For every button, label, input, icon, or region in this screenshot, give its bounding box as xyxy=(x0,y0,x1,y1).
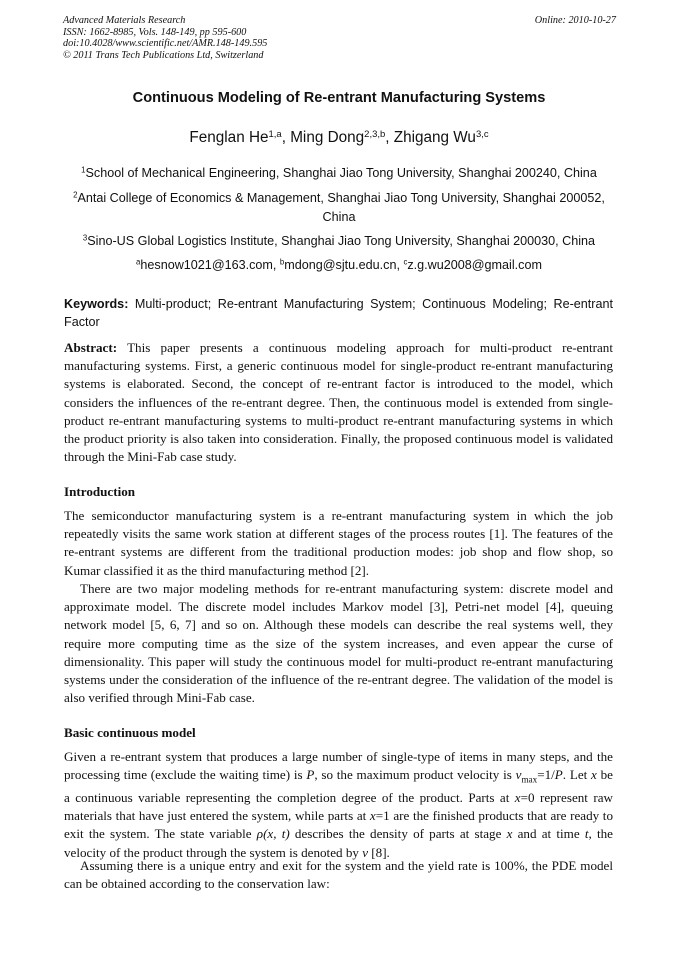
author-name: Ming Dong xyxy=(290,129,365,146)
author-affiliation-mark: 2,3,b xyxy=(364,128,386,140)
text-run: . Let xyxy=(562,767,592,783)
doi: doi:10.4028/www.scientific.net/AMR.148-149.595 xyxy=(63,38,268,50)
math-subscript: max xyxy=(521,774,538,785)
abstract xyxy=(64,339,613,466)
abstract-text: This paper presents a continuous modeling approach for multi-product re-entrant manufacturing systems. First, a generic continuous model for single-product re-entrant manufacturing systems is elaborated. Second, the concept of re-entrant factor is introduced to the model, which considers the influences of the re-entrant degree. Then, the continuous model is extended from single-product re-entrant manufacturing systems to multi-product re-entrant manufacturing systems in which the product priority is also taken into consideration. Finally, the proposed continuous model is validated through the Mini-Fab case study. xyxy=(64,340,613,465)
math-symbol: P xyxy=(554,767,563,783)
affiliation-number: 2 xyxy=(73,190,78,200)
author-affiliation-mark: 1,a xyxy=(268,128,282,140)
affiliation-3 xyxy=(65,232,613,251)
keywords-text: Multi-product; Re-entrant Manufacturing System; Continuous Modeling; Re-entrant Factor xyxy=(64,297,613,329)
math-symbol: x xyxy=(514,790,521,806)
paper-title: Continuous Modeling of Re-entrant Manufacturing Systems xyxy=(132,90,546,106)
text-run: , the velocity of the product through the system is denoted by xyxy=(64,826,613,860)
math-symbol: P xyxy=(306,767,315,783)
author-affiliation-mark: 3,c xyxy=(475,128,489,140)
math-symbol: x xyxy=(506,826,513,842)
affiliation-number: 1 xyxy=(81,165,86,175)
email-address[interactable]: hesnow1021@163.com xyxy=(140,258,273,272)
basic-model-paragraph-2: Assuming there is a unique entry and exit for the system and the yield rate is 100%, the PDE model can be obtained according to the conservation law: xyxy=(64,858,613,892)
text-run: be a continuous variable representing the completion degree of the product. Parts at xyxy=(64,767,613,806)
author-list: Fenglan He$^{1,a}$, Ming Dong$^{2,3,b}$, Zhigang Wu$^{3,c}$ xyxy=(189,128,489,146)
affiliation-text: School of Mechanical Engineering, Shanghai Jiao Tong University, Shanghai 200240, China xyxy=(85,166,597,180)
affiliation-2 xyxy=(65,189,613,227)
text-run: =1 are the finished products that are ready to exit the system. The state variable xyxy=(64,808,613,842)
text-run: Given a re-entrant system that produces a large number of single-type of items in many steps, and the processing time (exclude the waiting time) is xyxy=(64,749,613,783)
text-run: =1/ xyxy=(537,767,555,783)
text-run: =0 represent raw materials that have just entered the system, while parts at xyxy=(64,790,613,824)
math-symbol: x xyxy=(591,767,597,783)
affiliation-number: 3 xyxy=(82,233,88,243)
text-run: [8]. xyxy=(368,844,390,860)
email-mark: b xyxy=(279,257,285,267)
journal-name: Advanced Materials Research xyxy=(63,15,186,26)
journal-header xyxy=(63,15,616,61)
text-run: , so the maximum product velocity is xyxy=(314,767,516,783)
email-address[interactable]: mdong@sjtu.edu.cn xyxy=(284,258,397,272)
math-symbol: v xyxy=(362,844,369,860)
section-heading-basic-model: Basic continuous model xyxy=(64,725,196,740)
online-date: Online: 2010-10-27 xyxy=(534,15,616,26)
author-name: Fenglan He xyxy=(189,129,269,146)
email-address[interactable]: z.g.wu2008@gmail.com xyxy=(407,258,542,272)
keywords-label: Keywords: xyxy=(64,297,129,311)
math-symbol: x xyxy=(369,808,376,824)
introduction-paragraph-2: There are two major modeling methods for re-entrant manufacturing system: discrete model and approximate model. The discrete model includes Markov model [3], Petri-net model [4], queuing network model [5, 6, 7] and so on. Although these models can describe the real systems well, they require more computing time as the size of the system increases, and even appear the curse of dimensionality. This paper will study the continuous model for multi-product re-entrant manufacturing systems under the consideration of the influence of the re-entrant degree. The validation of the model is also verified through Mini-Fab case. xyxy=(64,581,613,706)
section-heading-introduction: Introduction xyxy=(64,484,136,499)
email-mark: a xyxy=(136,257,141,267)
introduction-paragraph-1: The semiconductor manufacturing system is a re-entrant manufacturing system in which the job repeatedly visits the same work station at different stages of the process routes [1]. The features of the re-entrant systems are different from the traditional production modes: job shop and flow shop, so Kumar classified it as the third manufacturing method [2]. xyxy=(64,508,613,578)
text-run: describes the density of parts at stage xyxy=(289,826,507,842)
text-run: and at time xyxy=(512,826,585,842)
keywords xyxy=(64,295,613,331)
email-mark: c xyxy=(403,257,408,267)
basic-model-paragraph-1 xyxy=(64,748,613,862)
affiliation-text: Antai College of Economics & Management, Shanghai Jiao Tong University, Shanghai 200052, China xyxy=(77,191,605,224)
affiliation-text: Sino-US Global Logistics Institute, Shanghai Jiao Tong University, Shanghai 200030, China xyxy=(87,234,596,248)
affiliation-1 xyxy=(65,164,613,183)
author-name: Zhigang Wu xyxy=(393,129,476,146)
copyright: © 2011 Trans Tech Publications Ltd, Switzerland xyxy=(63,49,264,61)
math-symbol: t xyxy=(584,826,589,842)
abstract-label: Abstract: xyxy=(64,340,118,355)
math-symbol: ρ(x, t) xyxy=(256,826,290,842)
issn: ISSN: 1662-8985, Vols. 148-149, pp 595-600 xyxy=(63,26,247,38)
email-list: $^a$hesnow1021@163.com, $^b$mdong@sjtu.edu.cn, $^c$z.g.wu2008@gmail.com xyxy=(136,257,542,272)
math-symbol: v xyxy=(515,767,522,783)
